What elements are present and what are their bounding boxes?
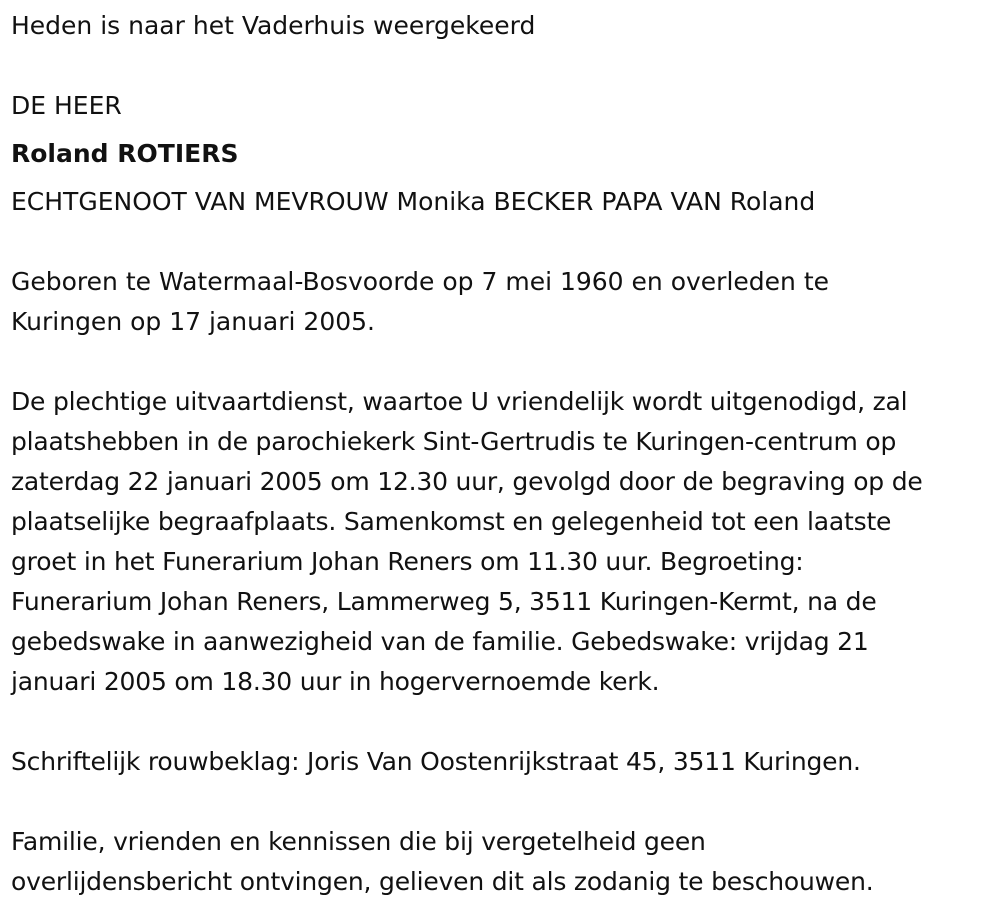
spacer <box>11 342 991 382</box>
service-line-6: Funerarium Johan Reners, Lammerweg 5, 3511 Kuringen-Kermt, na de <box>11 587 877 616</box>
spacer <box>11 46 991 86</box>
birth-death-line-2: Kuringen op 17 januari 2005. <box>11 307 375 336</box>
closing-line-1: Familie, vrienden en kennissen die bij vergetelheid geen <box>11 827 706 856</box>
service-line-5: groet in het Funerarium Johan Reners om 11.30 uur. Begroeting: <box>11 547 804 576</box>
condolence-line: Schriftelijk rouwbeklag: Joris Van Oostenrijkstraat 45, 3511 Kuringen. <box>11 747 861 776</box>
spacer <box>11 222 991 262</box>
birth-death-line-1: Geboren te Watermaal-Bosvoorde op 7 mei 1960 en overleden te <box>11 267 830 296</box>
spacer <box>11 126 991 134</box>
closing-line-2: overlijdensbericht ontvingen, gelieven dit als zodanig te beschouwen. <box>11 867 874 896</box>
service-line-1: De plechtige uitvaartdienst, waartoe U vriendelijk wordt uitgenodigd, zal <box>11 387 908 416</box>
service-line-3: zaterdag 22 januari 2005 om 12.30 uur, gevolgd door de begraving op de <box>11 467 923 496</box>
service-line-7: gebedswake in aanwezigheid van de familie. Gebedswake: vrijdag 21 <box>11 627 869 656</box>
salutation: DE HEER <box>11 91 122 120</box>
deceased-name: Roland ROTIERS <box>11 139 239 168</box>
intro-line: Heden is naar het Vaderhuis weergekeerd <box>11 11 536 40</box>
service-line-8: januari 2005 om 18.30 uur in hogervernoemde kerk. <box>11 667 660 696</box>
spacer <box>11 782 991 822</box>
service-line-4: plaatselijke begraafplaats. Samenkomst en gelegenheid tot een laatste <box>11 507 892 536</box>
relation-line: ECHTGENOOT VAN MEVROUW Monika BECKER PAPA VAN Roland <box>11 187 816 216</box>
service-line-2: plaatshebben in de parochiekerk Sint-Gertrudis te Kuringen-centrum op <box>11 427 897 456</box>
spacer <box>11 174 991 182</box>
obituary-document <box>11 6 991 902</box>
spacer <box>11 702 991 742</box>
